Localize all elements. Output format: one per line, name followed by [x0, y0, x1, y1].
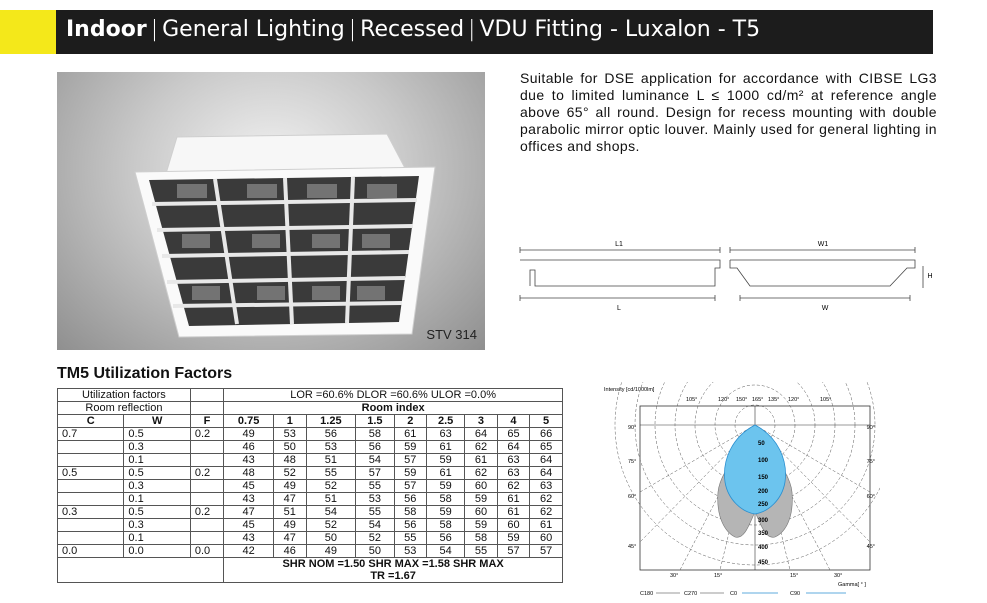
room-index-col: 0.75	[224, 415, 274, 428]
table-cell: 0.1	[124, 454, 190, 467]
table-cell	[190, 454, 223, 467]
polar-top-angle: 165°	[752, 397, 764, 403]
breadcrumb-recessed: Recessed	[360, 17, 465, 42]
luminaire-illustration	[57, 72, 485, 350]
table-cell: 0.5	[124, 506, 190, 519]
table-cell: 0.0	[124, 545, 190, 558]
table-cell: 52	[356, 532, 394, 545]
table-cell: 57	[497, 545, 529, 558]
table-cell: 51	[306, 454, 356, 467]
shr-values: SHR NOM =1.50 SHR MAX =1.58 SHR MAX	[224, 558, 563, 571]
table-cell: 59	[465, 519, 497, 532]
table-cell: 0.3	[124, 480, 190, 493]
table-cell: 48	[274, 454, 306, 467]
table-cell: 54	[427, 545, 465, 558]
polar-side-angle: 60°	[866, 494, 875, 500]
product-description: Suitable for DSE application for accordance with CIBSE LG3 due to limited luminance L ≤ 1000 cd/m² at reference angle above 65° all round. Design for recess mounting with double parabolic mirror optic louver. Mainly used for general lighting in offices and shops.	[520, 70, 937, 154]
table-row	[58, 480, 563, 493]
table-cell: 61	[427, 467, 465, 480]
table-cell	[58, 480, 124, 493]
table-cell: 57	[530, 545, 563, 558]
room-index-col: 2	[394, 415, 426, 428]
product-code: STV 314	[426, 327, 477, 342]
table-cell: 0.5	[124, 428, 190, 441]
table-cell: 51	[274, 506, 306, 519]
header-accent	[0, 10, 56, 54]
table-cell: 59	[427, 454, 465, 467]
polar-top-angle: 120°	[788, 397, 800, 403]
table-cell: 47	[224, 506, 274, 519]
table-cell: 64	[530, 467, 563, 480]
table-cell: 62	[497, 480, 529, 493]
polar-top-angle: 150°	[736, 397, 748, 403]
table-cell: 59	[394, 441, 426, 454]
table-cell: 0.5	[124, 467, 190, 480]
table-cell: 47	[274, 493, 306, 506]
table-cell: 51	[306, 493, 356, 506]
breadcrumb-product: VDU Fitting - Luxalon - T5	[479, 17, 761, 42]
table-cell: 55	[465, 545, 497, 558]
table-cell: 59	[497, 532, 529, 545]
table-cell: 50	[356, 545, 394, 558]
table-row	[58, 545, 563, 558]
legend-c270: C270	[684, 591, 698, 597]
category-label: Indoor	[66, 17, 147, 42]
polar-c0-curve	[724, 425, 785, 514]
dim-w-label: W	[821, 305, 829, 312]
table-row	[58, 441, 563, 454]
room-index-label: Room index	[224, 402, 563, 415]
tr-value: TR =1.67	[224, 570, 563, 583]
gamma-label: Gamma[ ° ]	[838, 582, 866, 588]
table-cell: 43	[224, 454, 274, 467]
legend-c90: C90	[790, 591, 801, 597]
col-w-header: W	[124, 415, 190, 428]
table-cell: 57	[356, 467, 394, 480]
table-cell	[58, 441, 124, 454]
polar-top-angle: 120°	[718, 397, 730, 403]
table-cell	[58, 454, 124, 467]
table-cell	[190, 532, 223, 545]
table-cell: 61	[530, 519, 563, 532]
table-cell: 61	[465, 454, 497, 467]
table-cell	[190, 519, 223, 532]
polar-top-angle: 105°	[686, 397, 698, 403]
table-cell: 62	[465, 441, 497, 454]
table-cell: 52	[274, 467, 306, 480]
table-row	[58, 506, 563, 519]
table-cell	[190, 441, 223, 454]
table-row	[58, 493, 563, 506]
table-cell: 60	[497, 519, 529, 532]
polar-side-angle: 75°	[628, 459, 637, 465]
dim-h-label: H	[927, 273, 933, 280]
table-cell: 58	[394, 506, 426, 519]
table-row	[58, 467, 563, 480]
room-index-col: 4	[497, 415, 529, 428]
table-cell: 65	[530, 441, 563, 454]
table-cell: 62	[465, 467, 497, 480]
table-cell: 57	[394, 454, 426, 467]
radial-value: 150	[758, 475, 769, 481]
room-index-col: 1.5	[356, 415, 394, 428]
table-cell: 61	[497, 506, 529, 519]
table-cell: 53	[356, 493, 394, 506]
radial-value: 450	[758, 560, 769, 566]
dim-w1-label: W1	[817, 241, 829, 248]
table-cell: 63	[497, 454, 529, 467]
room-reflection-label: Room reflection	[58, 402, 191, 415]
table-cell: 61	[427, 441, 465, 454]
polar-side-angle: 90°	[628, 425, 637, 431]
table-row	[58, 428, 563, 441]
table-cell: 59	[465, 493, 497, 506]
table-cell: 56	[427, 532, 465, 545]
table-cell: 63	[497, 467, 529, 480]
table-cell: 50	[274, 441, 306, 454]
table-cell: 50	[306, 532, 356, 545]
table-cell: 62	[530, 493, 563, 506]
table-cell	[58, 493, 124, 506]
table-cell: 0.7	[58, 428, 124, 441]
table-cell: 0.3	[124, 441, 190, 454]
table-cell: 47	[274, 532, 306, 545]
table-cell: 0.2	[190, 467, 223, 480]
polar-bottom-angle: 15°	[714, 573, 723, 579]
radial-value: 50	[758, 441, 765, 447]
table-cell: 56	[394, 493, 426, 506]
legend-c180: C180	[640, 591, 654, 597]
polar-diagram	[600, 382, 880, 600]
table-row	[58, 454, 563, 467]
table-cell	[58, 532, 124, 545]
table-cell: 61	[497, 493, 529, 506]
table-cell: 64	[465, 428, 497, 441]
utilization-factors-label: Utilization factors	[58, 389, 191, 402]
table-cell: 48	[224, 467, 274, 480]
radial-value: 300	[758, 518, 769, 524]
table-cell: 43	[224, 532, 274, 545]
table-cell: 63	[530, 480, 563, 493]
col-c-header: C	[58, 415, 124, 428]
dim-l-label: L	[617, 305, 621, 312]
table-cell: 0.5	[58, 467, 124, 480]
table-cell: 57	[394, 480, 426, 493]
col-f-header: F	[190, 415, 223, 428]
table-cell: 45	[224, 480, 274, 493]
polar-side-angle: 45°	[628, 544, 637, 550]
table-cell: 52	[306, 519, 356, 532]
table-cell: 56	[394, 519, 426, 532]
table-cell: 0.3	[58, 506, 124, 519]
table-cell: 43	[224, 493, 274, 506]
table-cell: 54	[306, 506, 356, 519]
polar-bottom-angle: 30°	[834, 573, 843, 579]
table-cell: 55	[356, 506, 394, 519]
table-cell: 59	[427, 480, 465, 493]
radial-value: 400	[758, 545, 769, 551]
table-cell: 64	[530, 454, 563, 467]
table-cell: 58	[356, 428, 394, 441]
table-row	[58, 519, 563, 532]
table-cell: 49	[274, 519, 306, 532]
room-index-col: 1	[274, 415, 306, 428]
breadcrumb-general: General Lighting	[162, 17, 345, 42]
table-cell: 60	[465, 480, 497, 493]
table-cell: 45	[224, 519, 274, 532]
table-cell: 55	[394, 532, 426, 545]
table-cell: 59	[427, 506, 465, 519]
table-cell: 59	[394, 467, 426, 480]
table-cell: 53	[274, 428, 306, 441]
table-cell	[58, 519, 124, 532]
product-photo	[57, 72, 485, 350]
polar-side-angle: 90°	[866, 425, 875, 431]
table-cell: 49	[306, 545, 356, 558]
table-cell: 42	[224, 545, 274, 558]
polar-y-label: Intensity [cd/1000lm]	[604, 387, 655, 393]
table-cell: 60	[530, 532, 563, 545]
table-cell	[190, 480, 223, 493]
radial-value: 100	[758, 458, 769, 464]
table-cell: 58	[465, 532, 497, 545]
table-cell: 56	[306, 428, 356, 441]
utilization-table	[57, 388, 563, 583]
table-cell: 54	[356, 454, 394, 467]
table-cell: 0.1	[124, 493, 190, 506]
table-cell: 46	[224, 441, 274, 454]
table-cell: 54	[356, 519, 394, 532]
table-cell: 65	[497, 428, 529, 441]
room-index-col: 3	[465, 415, 497, 428]
table-cell: 58	[427, 519, 465, 532]
dim-l1-label: L1	[615, 241, 623, 248]
table-cell: 60	[465, 506, 497, 519]
table-cell: 0.2	[190, 506, 223, 519]
table-title: TM5 Utilization Factors	[57, 365, 233, 382]
table-cell: 66	[530, 428, 563, 441]
polar-bottom-angle: 30°	[670, 573, 679, 579]
polar-side-angle: 45°	[866, 544, 875, 550]
table-cell: 0.2	[190, 428, 223, 441]
table-cell: 55	[356, 480, 394, 493]
polar-side-angle: 75°	[866, 459, 875, 465]
table-cell: 0.0	[190, 545, 223, 558]
table-cell: 56	[356, 441, 394, 454]
polar-top-angle: 135°	[768, 397, 780, 403]
table-cell: 0.0	[58, 545, 124, 558]
table-cell: 52	[306, 480, 356, 493]
lor-values: LOR =60.6% DLOR =60.6% ULOR =0.0%	[224, 389, 563, 402]
table-cell: 49	[274, 480, 306, 493]
table-cell: 0.3	[124, 519, 190, 532]
polar-bottom-angle: 15°	[790, 573, 799, 579]
table-cell: 64	[497, 441, 529, 454]
radial-value: 350	[758, 531, 769, 537]
radial-value: 200	[758, 489, 769, 495]
table-cell: 53	[306, 441, 356, 454]
table-cell: 62	[530, 506, 563, 519]
table-cell: 0.1	[124, 532, 190, 545]
table-cell	[190, 493, 223, 506]
polar-top-angle: 105°	[820, 397, 832, 403]
table-cell: 53	[394, 545, 426, 558]
polar-side-angle: 60°	[628, 494, 637, 500]
room-index-col: 2.5	[427, 415, 465, 428]
table-cell: 61	[394, 428, 426, 441]
page-title: Indoor | General Lighting | Recessed | VDU Fitting - Luxalon - T5	[66, 17, 761, 42]
room-index-col: 1.25	[306, 415, 356, 428]
table-cell: 58	[427, 493, 465, 506]
table-cell: 55	[306, 467, 356, 480]
radial-value: 250	[758, 502, 769, 508]
table-cell: 49	[224, 428, 274, 441]
room-index-col: 5	[530, 415, 563, 428]
legend-c0: C0	[730, 591, 738, 597]
dimension-drawing	[515, 238, 935, 320]
table-cell: 46	[274, 545, 306, 558]
table-row	[58, 532, 563, 545]
table-cell: 63	[427, 428, 465, 441]
